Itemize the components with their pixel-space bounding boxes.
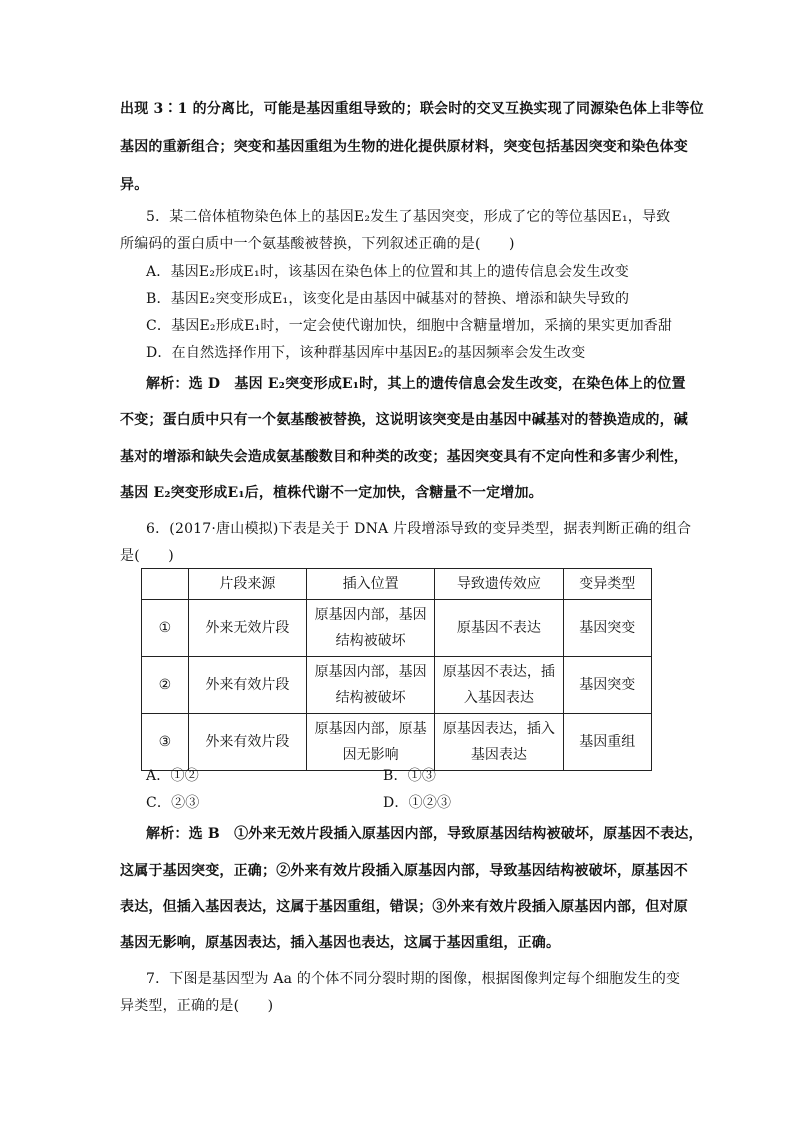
table-header-cell: 导致遗传效应: [435, 569, 563, 600]
q6-analysis-line-3: 表达，但插入基因表达，这属于基因重组，错误；③外来有效片段插入原基因内部，但对原: [120, 899, 688, 915]
table-row: [142, 600, 652, 657]
table-cell: ③: [142, 714, 189, 771]
q6-stem-line-2: 是( ): [120, 548, 174, 564]
intro-line-1: 出现 3∶1 的分离比，可能是基因重组导致的；联会时的交叉互换实现了同源染色体上非等位: [120, 101, 704, 117]
q7-stem-line-2: 异类型，正确的是( ): [120, 998, 274, 1014]
table-row: [142, 657, 652, 714]
q5-analysis-line-4: 基因 E₂突变形成E₁后，植株代谢不一定加快，含糖量不一定增加。: [120, 485, 543, 501]
table-header-cell: 插入位置: [307, 569, 435, 600]
table-cell: 原基因不表达: [435, 600, 563, 657]
q5-option-b: B．基因E₂突变形成E₁，该变化是由基因中碱基对的替换、增添和缺失导致的: [146, 291, 630, 307]
table-cell: 基因重组: [563, 714, 652, 771]
table-header-cell: [142, 569, 189, 600]
q6-analysis-line-2: 这属于基因突变，正确；②外来有效片段插入原基因内部，导致基因结构被破坏，原基因不: [120, 863, 688, 879]
q5-analysis-line-1: 解析：选 D 基因 E₂突变形成E₁时，其上的遗传信息会发生改变，在染色体上的位置: [146, 376, 686, 392]
table-cell: 原基因表达，插入基因表达: [435, 714, 563, 771]
q5-option-d: D．在自然选择作用下，该种群基因库中基因E₂的基因频率会发生改变: [146, 345, 586, 361]
table-cell: 原基因不表达，插入基因表达: [435, 657, 563, 714]
table-cell: ②: [142, 657, 189, 714]
q6-analysis-line-1: 解析：选 B ①外来无效片段插入原基因内部，导致原基因结构被破坏，原基因不表达，: [146, 826, 703, 842]
q6-analysis-line-4: 基因无影响，原基因表达，插入基因也表达，这属于基因重组，正确。: [120, 935, 561, 951]
intro-line-2: 基因的重新组合；突变和基因重组为生物的进化提供原材料，突变包括基因突变和染色体变: [120, 139, 688, 155]
q6-table: [141, 568, 652, 771]
q6-option-c: C．②③: [146, 795, 200, 811]
table-header-cell: 变异类型: [563, 569, 652, 600]
q5-stem-line-2: 所编码的蛋白质中一个氨基酸被替换，下列叙述正确的是( ): [120, 236, 515, 252]
table-cell: 外来有效片段: [188, 657, 306, 714]
table-cell: 原基因内部，基因结构被破坏: [307, 600, 435, 657]
table-cell: 外来有效片段: [188, 714, 306, 771]
table-cell: 基因突变: [563, 600, 652, 657]
q5-analysis-line-2: 不变；蛋白质中只有一个氨基酸被替换，这说明该突变是由基因中碱基对的替换造成的，碱: [120, 412, 688, 428]
table-cell: ①: [142, 600, 189, 657]
table-cell: 基因突变: [563, 657, 652, 714]
q6-option-d: D．①②③: [383, 795, 452, 811]
table-cell: 原基因内部，基因结构被破坏: [307, 657, 435, 714]
q7-stem-line-1: 7．下图是基因型为 Aa 的个体不同分裂时期的图像，根据图像判定每个细胞发生的变: [146, 971, 681, 987]
q5-option-a: A．基因E₂形成E₁时，该基因在染色体上的位置和其上的遗传信息会发生改变: [146, 264, 629, 280]
q6-option-b: B．①③: [383, 768, 437, 784]
q5-option-c: C．基因E₂形成E₁时，一定会使代谢加快，细胞中含糖量增加，采摘的果实更加香甜: [146, 318, 673, 334]
table-row: [142, 714, 652, 771]
q6-option-a: A．①②: [146, 768, 199, 784]
table-cell: 原基因内部，原基因无影响: [307, 714, 435, 771]
table-header-row: [142, 569, 652, 600]
table-header-cell: 片段来源: [188, 569, 306, 600]
q5-analysis-line-3: 基对的增添和缺失会造成氨基酸数目和种类的改变；基因突变具有不定向性和多害少利性，: [120, 449, 688, 465]
q6-stem-line-1: 6．(2017·唐山模拟)下表是关于 DNA 片段增添导致的变异类型，据表判断正确的组合: [146, 521, 692, 537]
q5-stem-line-1: 5．某二倍体植物染色体上的基因E₂发生了基因突变，形成了它的等位基因E₁，导致: [146, 209, 671, 225]
intro-line-3: 异。: [120, 177, 149, 193]
table-cell: 外来无效片段: [188, 600, 306, 657]
